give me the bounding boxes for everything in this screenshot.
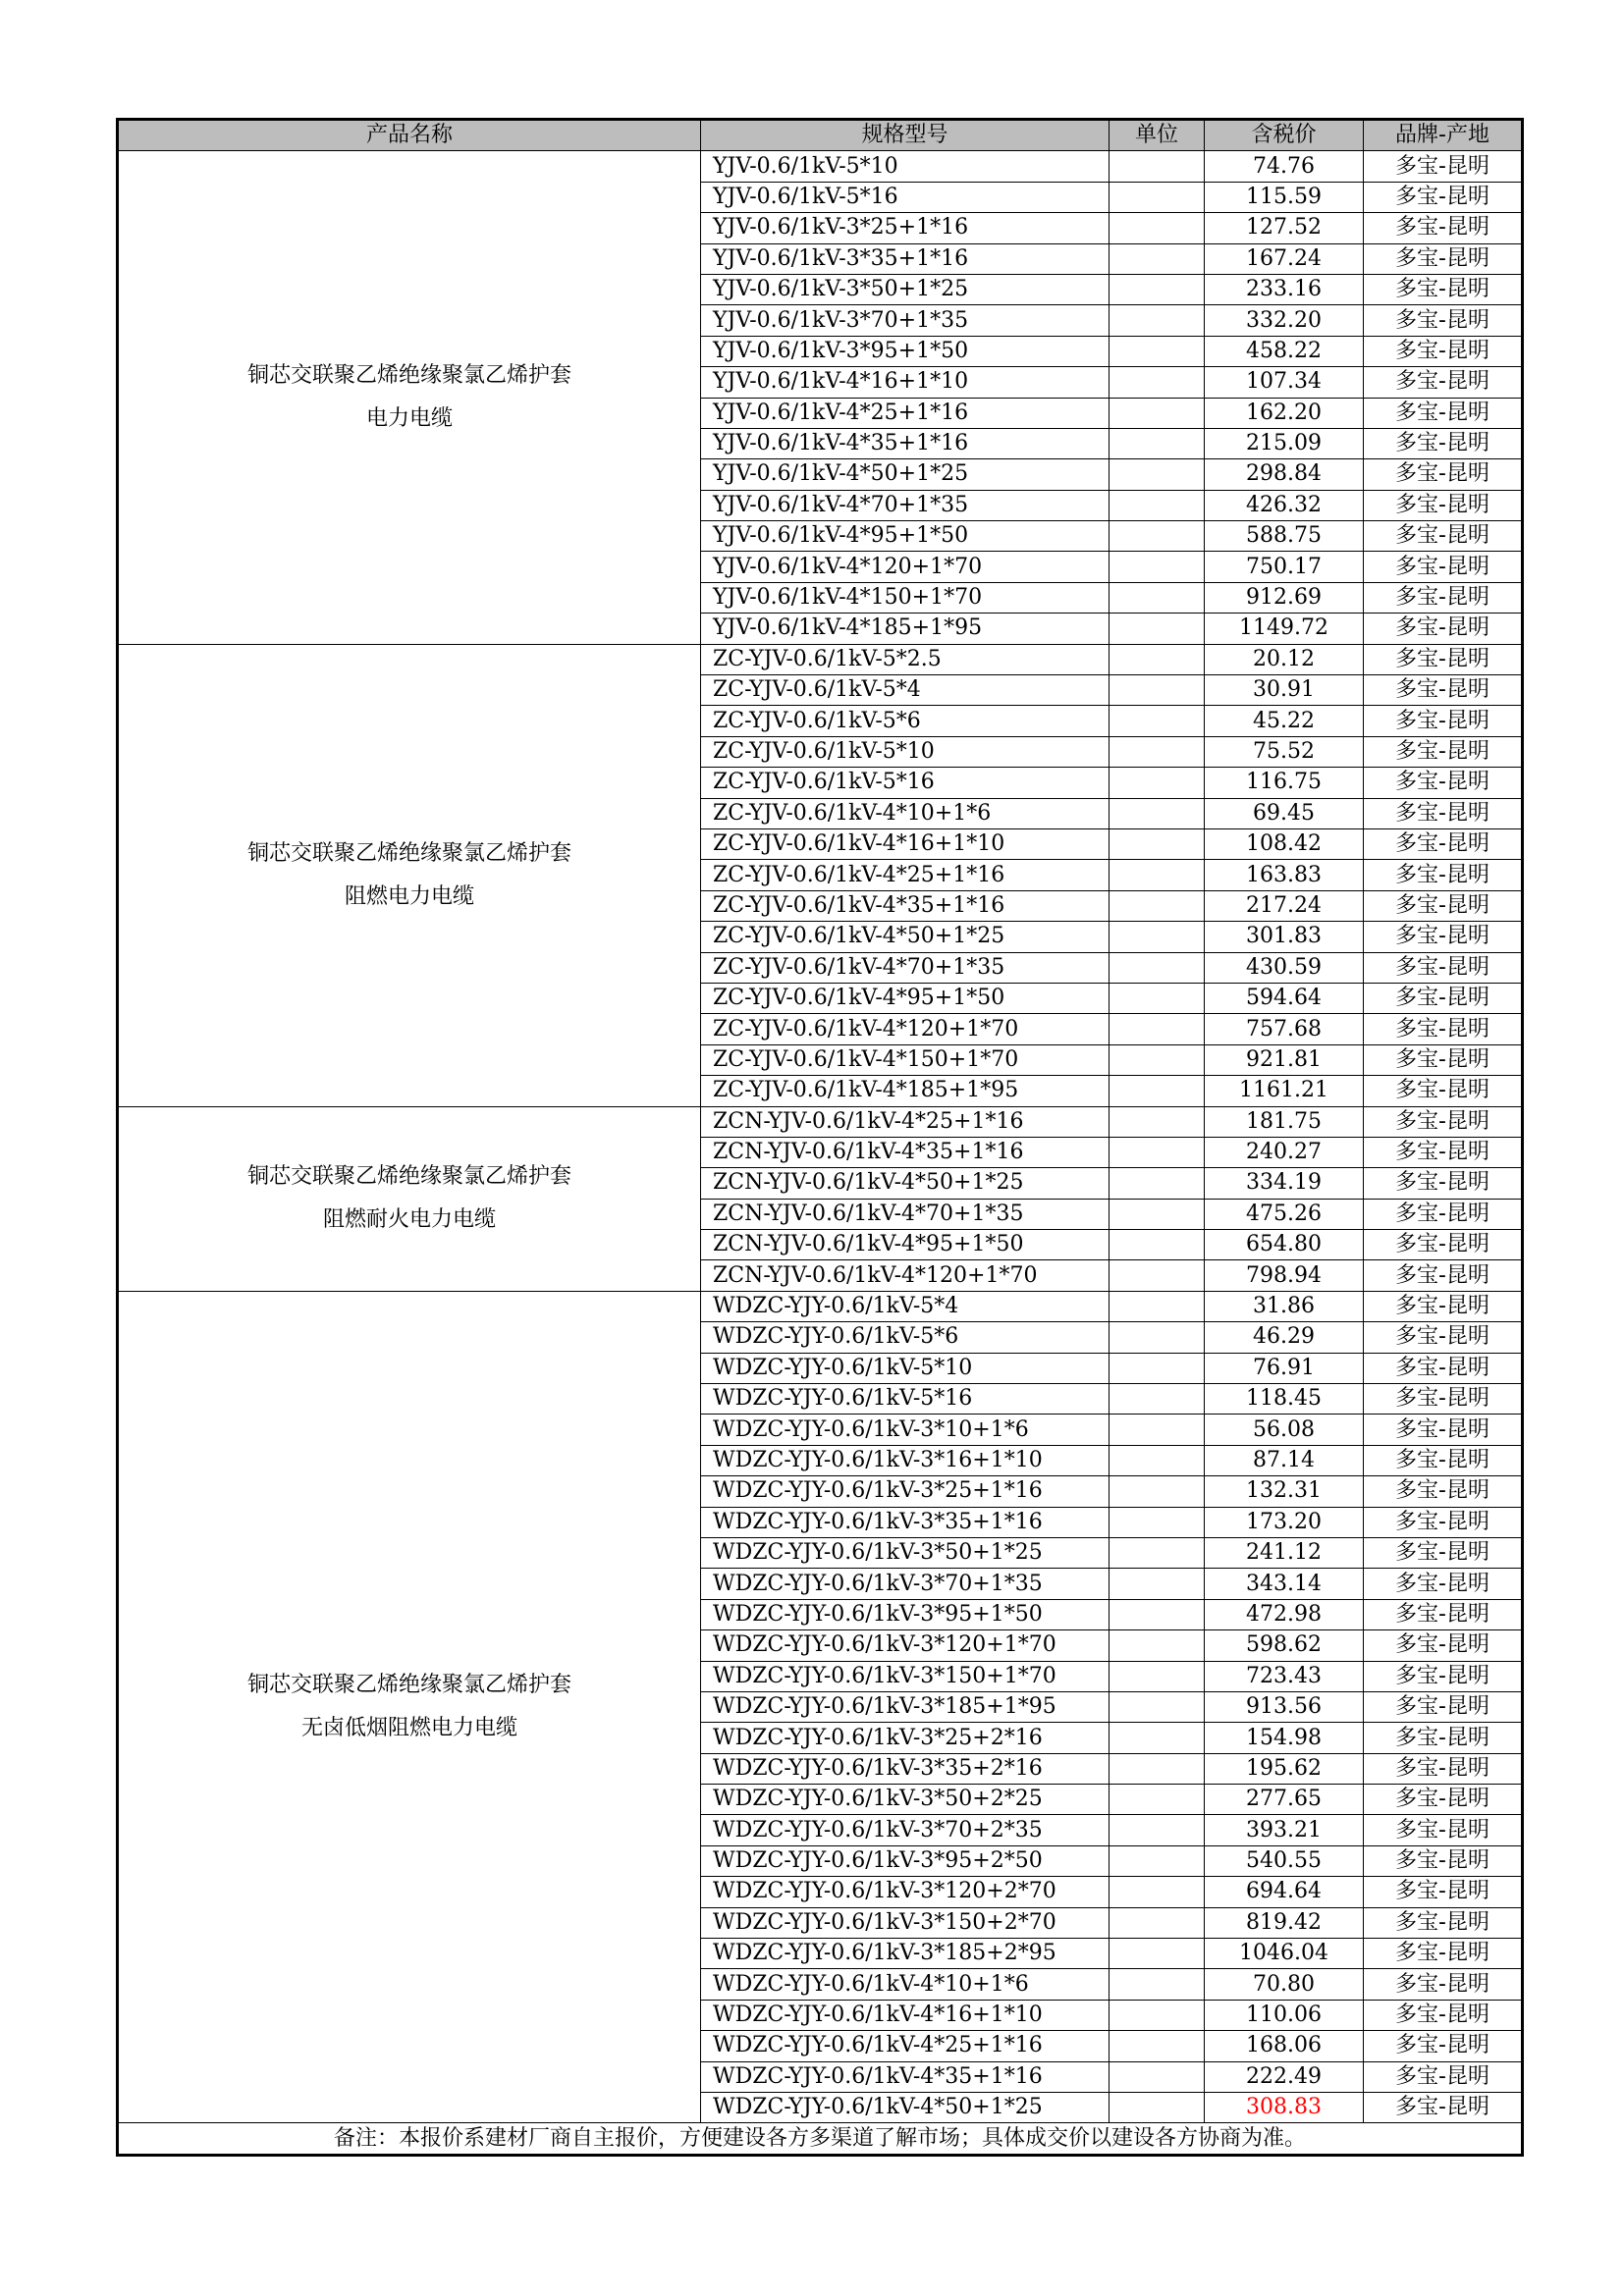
spec-cell: WDZC-YJY-0.6/1kV-4*25+1*16	[701, 2031, 1110, 2061]
table-body	[118, 151, 1523, 2123]
spec-cell: YJV-0.6/1kV-4*25+1*16	[701, 398, 1110, 428]
unit-cell	[1110, 644, 1205, 674]
price-cell: 110.06	[1205, 2000, 1364, 2030]
unit-cell	[1110, 675, 1205, 706]
brand-cell: 多宝-昆明	[1364, 1260, 1523, 1291]
brand-cell: 多宝-昆明	[1364, 1044, 1523, 1075]
unit-cell	[1110, 1569, 1205, 1599]
price-cell: 913.56	[1205, 1691, 1364, 1722]
price-cell: 921.81	[1205, 1044, 1364, 1075]
brand-cell: 多宝-昆明	[1364, 1014, 1523, 1044]
price-cell: 31.86	[1205, 1291, 1364, 1321]
brand-cell: 多宝-昆明	[1364, 952, 1523, 983]
spec-cell: ZC-YJV-0.6/1kV-5*6	[701, 706, 1110, 736]
spec-cell: WDZC-YJY-0.6/1kV-4*35+1*16	[701, 2061, 1110, 2092]
price-cell: 277.65	[1205, 1785, 1364, 1815]
table-row	[118, 151, 1523, 182]
header-brand-origin: 品牌-产地	[1364, 120, 1523, 151]
price-cell: 1149.72	[1205, 614, 1364, 644]
unit-cell	[1110, 1939, 1205, 1969]
spec-cell: ZC-YJV-0.6/1kV-4*16+1*10	[701, 828, 1110, 859]
spec-cell: WDZC-YJY-0.6/1kV-3*150+1*70	[701, 1661, 1110, 1691]
price-cell: 301.83	[1205, 922, 1364, 952]
spec-cell: ZCN-YJV-0.6/1kV-4*120+1*70	[701, 1260, 1110, 1291]
unit-cell	[1110, 1168, 1205, 1199]
unit-cell	[1110, 768, 1205, 798]
spec-cell: ZC-YJV-0.6/1kV-4*25+1*16	[701, 860, 1110, 890]
spec-cell: ZC-YJV-0.6/1kV-5*2.5	[701, 644, 1110, 674]
brand-cell: 多宝-昆明	[1364, 1969, 1523, 2000]
spec-cell: YJV-0.6/1kV-4*50+1*25	[701, 459, 1110, 490]
spec-cell: YJV-0.6/1kV-4*120+1*70	[701, 552, 1110, 582]
spec-cell: ZC-YJV-0.6/1kV-4*150+1*70	[701, 1044, 1110, 1075]
spec-cell: WDZC-YJY-0.6/1kV-3*50+2*25	[701, 1785, 1110, 1815]
spec-cell: WDZC-YJY-0.6/1kV-3*150+2*70	[701, 1907, 1110, 1938]
price-cell: 819.42	[1205, 1907, 1364, 1938]
brand-cell: 多宝-昆明	[1364, 1137, 1523, 1167]
brand-cell: 多宝-昆明	[1364, 1630, 1523, 1661]
header-row	[118, 120, 1523, 151]
price-cell: 723.43	[1205, 1661, 1364, 1691]
price-cell: 20.12	[1205, 644, 1364, 674]
price-cell: 594.64	[1205, 983, 1364, 1013]
spec-cell: WDZC-YJY-0.6/1kV-3*35+1*16	[701, 1507, 1110, 1537]
brand-cell: 多宝-昆明	[1364, 1384, 1523, 1415]
brand-cell: 多宝-昆明	[1364, 2093, 1523, 2123]
brand-cell: 多宝-昆明	[1364, 305, 1523, 336]
spec-cell: WDZC-YJY-0.6/1kV-5*6	[701, 1322, 1110, 1353]
price-cell: 217.24	[1205, 890, 1364, 921]
product-name-line2: 阻燃电力电缆	[344, 883, 474, 909]
price-cell: 168.06	[1205, 2031, 1364, 2061]
brand-cell: 多宝-昆明	[1364, 1537, 1523, 1568]
unit-cell	[1110, 2093, 1205, 2123]
unit-cell	[1110, 582, 1205, 613]
unit-cell	[1110, 952, 1205, 983]
unit-cell	[1110, 1845, 1205, 1876]
brand-cell: 多宝-昆明	[1364, 768, 1523, 798]
brand-cell: 多宝-昆明	[1364, 1353, 1523, 1383]
product-name-cell	[118, 151, 701, 644]
unit-cell	[1110, 182, 1205, 212]
unit-cell	[1110, 1599, 1205, 1629]
brand-cell: 多宝-昆明	[1364, 213, 1523, 243]
price-cell: 167.24	[1205, 243, 1364, 274]
brand-cell: 多宝-昆明	[1364, 1691, 1523, 1722]
spec-cell: WDZC-YJY-0.6/1kV-3*35+2*16	[701, 1753, 1110, 1784]
brand-cell: 多宝-昆明	[1364, 2031, 1523, 2061]
price-cell: 222.49	[1205, 2061, 1364, 2092]
header-unit: 单位	[1110, 120, 1205, 151]
price-cell: 173.20	[1205, 1507, 1364, 1537]
product-name-cell	[118, 1291, 701, 2123]
unit-cell	[1110, 1969, 1205, 2000]
brand-cell: 多宝-昆明	[1364, 1845, 1523, 1876]
spec-cell: WDZC-YJY-0.6/1kV-3*16+1*10	[701, 1445, 1110, 1475]
price-cell: 56.08	[1205, 1415, 1364, 1445]
price-cell: 74.76	[1205, 151, 1364, 182]
spec-cell: ZC-YJV-0.6/1kV-5*16	[701, 768, 1110, 798]
brand-cell: 多宝-昆明	[1364, 1507, 1523, 1537]
spec-cell: WDZC-YJY-0.6/1kV-3*50+1*25	[701, 1537, 1110, 1568]
brand-cell: 多宝-昆明	[1364, 736, 1523, 767]
product-name-line1: 铜芯交联聚乙烯绝缘聚氯乙烯护套	[246, 840, 571, 866]
unit-cell	[1110, 1014, 1205, 1044]
spec-cell: WDZC-YJY-0.6/1kV-3*120+2*70	[701, 1877, 1110, 1907]
brand-cell: 多宝-昆明	[1364, 860, 1523, 890]
price-cell: 430.59	[1205, 952, 1364, 983]
price-cell: 116.75	[1205, 768, 1364, 798]
unit-cell	[1110, 1044, 1205, 1075]
price-cell: 393.21	[1205, 1815, 1364, 1845]
unit-cell	[1110, 706, 1205, 736]
price-cell: 46.29	[1205, 1322, 1364, 1353]
product-name-line1: 铜芯交联聚乙烯绝缘聚氯乙烯护套	[246, 363, 571, 389]
unit-cell	[1110, 922, 1205, 952]
brand-cell: 多宝-昆明	[1364, 1445, 1523, 1475]
brand-cell: 多宝-昆明	[1364, 521, 1523, 552]
brand-cell: 多宝-昆明	[1364, 151, 1523, 182]
price-cell: 69.45	[1205, 798, 1364, 828]
unit-cell	[1110, 305, 1205, 336]
price-cell: 750.17	[1205, 552, 1364, 582]
unit-cell	[1110, 2031, 1205, 2061]
product-name-line1: 铜芯交联聚乙烯绝缘聚氯乙烯护套	[246, 1164, 571, 1190]
brand-cell: 多宝-昆明	[1364, 1322, 1523, 1353]
unit-cell	[1110, 1384, 1205, 1415]
header-price: 含税价	[1205, 120, 1364, 151]
unit-cell	[1110, 1691, 1205, 1722]
price-cell: 215.09	[1205, 428, 1364, 458]
unit-cell	[1110, 1507, 1205, 1537]
brand-cell: 多宝-昆明	[1364, 1106, 1523, 1137]
spec-cell: YJV-0.6/1kV-3*35+1*16	[701, 243, 1110, 274]
unit-cell	[1110, 1230, 1205, 1260]
spec-cell: WDZC-YJY-0.6/1kV-3*120+1*70	[701, 1630, 1110, 1661]
unit-cell	[1110, 490, 1205, 520]
note-row	[118, 2123, 1523, 2155]
brand-cell: 多宝-昆明	[1364, 1723, 1523, 1753]
unit-cell	[1110, 552, 1205, 582]
price-cell: 343.14	[1205, 1569, 1364, 1599]
unit-cell	[1110, 2061, 1205, 2092]
spec-cell: ZC-YJV-0.6/1kV-4*95+1*50	[701, 983, 1110, 1013]
brand-cell: 多宝-昆明	[1364, 2000, 1523, 2030]
brand-cell: 多宝-昆明	[1364, 922, 1523, 952]
unit-cell	[1110, 1537, 1205, 1568]
spec-cell: YJV-0.6/1kV-4*185+1*95	[701, 614, 1110, 644]
product-name-line2: 无卤低烟阻燃电力电缆	[300, 1716, 517, 1741]
price-cell: 1046.04	[1205, 1939, 1364, 1969]
spec-cell: WDZC-YJY-0.6/1kV-3*70+1*35	[701, 1569, 1110, 1599]
unit-cell	[1110, 1076, 1205, 1106]
spec-cell: WDZC-YJY-0.6/1kV-5*10	[701, 1353, 1110, 1383]
brand-cell: 多宝-昆明	[1364, 1877, 1523, 1907]
brand-cell: 多宝-昆明	[1364, 336, 1523, 366]
spec-cell: WDZC-YJY-0.6/1kV-3*185+2*95	[701, 1939, 1110, 1969]
spec-cell: WDZC-YJY-0.6/1kV-4*10+1*6	[701, 1969, 1110, 2000]
spec-cell: WDZC-YJY-0.6/1kV-3*95+2*50	[701, 1845, 1110, 1876]
price-cell: 694.64	[1205, 1877, 1364, 1907]
brand-cell: 多宝-昆明	[1364, 243, 1523, 274]
price-cell: 132.31	[1205, 1476, 1364, 1507]
price-cell: 76.91	[1205, 1353, 1364, 1383]
unit-cell	[1110, 243, 1205, 274]
unit-cell	[1110, 1445, 1205, 1475]
price-cell: 118.45	[1205, 1384, 1364, 1415]
price-cell: 70.80	[1205, 1969, 1364, 2000]
unit-cell	[1110, 2000, 1205, 2030]
spec-cell: WDZC-YJY-0.6/1kV-3*95+1*50	[701, 1599, 1110, 1629]
unit-cell	[1110, 521, 1205, 552]
spec-cell: WDZC-YJY-0.6/1kV-3*25+1*16	[701, 1476, 1110, 1507]
unit-cell	[1110, 1476, 1205, 1507]
spec-cell: ZC-YJV-0.6/1kV-4*35+1*16	[701, 890, 1110, 921]
price-cell: 162.20	[1205, 398, 1364, 428]
unit-cell	[1110, 428, 1205, 458]
spec-cell: WDZC-YJY-0.6/1kV-3*25+2*16	[701, 1723, 1110, 1753]
spec-cell: YJV-0.6/1kV-4*16+1*10	[701, 367, 1110, 398]
brand-cell: 多宝-昆明	[1364, 459, 1523, 490]
unit-cell	[1110, 1199, 1205, 1229]
header-product-name: 产品名称	[118, 120, 701, 151]
brand-cell: 多宝-昆明	[1364, 1199, 1523, 1229]
price-cell: 108.42	[1205, 828, 1364, 859]
spec-cell: ZC-YJV-0.6/1kV-4*120+1*70	[701, 1014, 1110, 1044]
brand-cell: 多宝-昆明	[1364, 1415, 1523, 1445]
brand-cell: 多宝-昆明	[1364, 1230, 1523, 1260]
price-cell: 240.27	[1205, 1137, 1364, 1167]
spec-cell: YJV-0.6/1kV-5*10	[701, 151, 1110, 182]
unit-cell	[1110, 1106, 1205, 1137]
brand-cell: 多宝-昆明	[1364, 1939, 1523, 1969]
price-cell: 107.34	[1205, 367, 1364, 398]
price-cell: 475.26	[1205, 1199, 1364, 1229]
spec-cell: YJV-0.6/1kV-3*95+1*50	[701, 336, 1110, 366]
spec-cell: YJV-0.6/1kV-3*25+1*16	[701, 213, 1110, 243]
price-cell: 798.94	[1205, 1260, 1364, 1291]
spec-cell: WDZC-YJY-0.6/1kV-5*16	[701, 1384, 1110, 1415]
product-name-line2: 电力电缆	[365, 406, 453, 432]
spec-cell: ZC-YJV-0.6/1kV-5*4	[701, 675, 1110, 706]
unit-cell	[1110, 1260, 1205, 1291]
unit-cell	[1110, 336, 1205, 366]
spec-cell: YJV-0.6/1kV-3*70+1*35	[701, 305, 1110, 336]
brand-cell: 多宝-昆明	[1364, 582, 1523, 613]
brand-cell: 多宝-昆明	[1364, 1476, 1523, 1507]
spec-cell: ZC-YJV-0.6/1kV-4*10+1*6	[701, 798, 1110, 828]
table-row	[118, 1291, 1523, 1321]
price-cell: 241.12	[1205, 1537, 1364, 1568]
brand-cell: 多宝-昆明	[1364, 828, 1523, 859]
product-name-cell	[118, 1106, 701, 1291]
price-cell: 598.62	[1205, 1630, 1364, 1661]
unit-cell	[1110, 828, 1205, 859]
price-cell: 298.84	[1205, 459, 1364, 490]
price-cell: 87.14	[1205, 1445, 1364, 1475]
unit-cell	[1110, 459, 1205, 490]
brand-cell: 多宝-昆明	[1364, 1168, 1523, 1199]
unit-cell	[1110, 614, 1205, 644]
unit-cell	[1110, 1322, 1205, 1353]
brand-cell: 多宝-昆明	[1364, 1661, 1523, 1691]
price-cell: 472.98	[1205, 1599, 1364, 1629]
spec-cell: ZCN-YJV-0.6/1kV-4*95+1*50	[701, 1230, 1110, 1260]
spec-cell: YJV-0.6/1kV-4*150+1*70	[701, 582, 1110, 613]
brand-cell: 多宝-昆明	[1364, 1753, 1523, 1784]
brand-cell: 多宝-昆明	[1364, 1599, 1523, 1629]
brand-cell: 多宝-昆明	[1364, 1907, 1523, 1938]
unit-cell	[1110, 1415, 1205, 1445]
spec-cell: ZC-YJV-0.6/1kV-4*70+1*35	[701, 952, 1110, 983]
unit-cell	[1110, 1630, 1205, 1661]
unit-cell	[1110, 1291, 1205, 1321]
price-cell: 540.55	[1205, 1845, 1364, 1876]
table-row	[118, 644, 1523, 674]
spec-cell: WDZC-YJY-0.6/1kV-3*185+1*95	[701, 1691, 1110, 1722]
brand-cell: 多宝-昆明	[1364, 2061, 1523, 2092]
price-cell: 115.59	[1205, 182, 1364, 212]
price-cell: 154.98	[1205, 1723, 1364, 1753]
price-cell: 334.19	[1205, 1168, 1364, 1199]
product-name-line2: 阻燃耐火电力电缆	[322, 1207, 496, 1233]
header-spec-model: 规格型号	[701, 120, 1110, 151]
unit-cell	[1110, 1907, 1205, 1938]
unit-cell	[1110, 367, 1205, 398]
product-name-cell	[118, 644, 701, 1106]
brand-cell: 多宝-昆明	[1364, 706, 1523, 736]
price-cell: 332.20	[1205, 305, 1364, 336]
spec-cell: WDZC-YJY-0.6/1kV-4*50+1*25	[701, 2093, 1110, 2123]
price-cell: 233.16	[1205, 274, 1364, 304]
brand-cell: 多宝-昆明	[1364, 490, 1523, 520]
spec-cell: WDZC-YJY-0.6/1kV-3*70+2*35	[701, 1815, 1110, 1845]
spec-cell: ZC-YJV-0.6/1kV-4*185+1*95	[701, 1076, 1110, 1106]
spec-cell: ZC-YJV-0.6/1kV-5*10	[701, 736, 1110, 767]
price-cell: 912.69	[1205, 582, 1364, 613]
spec-cell: ZCN-YJV-0.6/1kV-4*50+1*25	[701, 1168, 1110, 1199]
brand-cell: 多宝-昆明	[1364, 1291, 1523, 1321]
brand-cell: 多宝-昆明	[1364, 398, 1523, 428]
unit-cell	[1110, 151, 1205, 182]
spec-cell: YJV-0.6/1kV-4*70+1*35	[701, 490, 1110, 520]
unit-cell	[1110, 890, 1205, 921]
brand-cell: 多宝-昆明	[1364, 1076, 1523, 1106]
spec-cell: ZCN-YJV-0.6/1kV-4*35+1*16	[701, 1137, 1110, 1167]
price-cell: 757.68	[1205, 1014, 1364, 1044]
brand-cell: 多宝-昆明	[1364, 644, 1523, 674]
unit-cell	[1110, 1137, 1205, 1167]
spec-cell: WDZC-YJY-0.6/1kV-3*10+1*6	[701, 1415, 1110, 1445]
price-cell: 654.80	[1205, 1230, 1364, 1260]
product-name-line1: 铜芯交联聚乙烯绝缘聚氯乙烯护套	[246, 1673, 571, 1698]
price-cell: 195.62	[1205, 1753, 1364, 1784]
brand-cell: 多宝-昆明	[1364, 274, 1523, 304]
unit-cell	[1110, 1815, 1205, 1845]
price-cell: 30.91	[1205, 675, 1364, 706]
price-table	[116, 118, 1524, 2157]
price-cell: 1161.21	[1205, 1076, 1364, 1106]
price-cell: 458.22	[1205, 336, 1364, 366]
brand-cell: 多宝-昆明	[1364, 552, 1523, 582]
brand-cell: 多宝-昆明	[1364, 428, 1523, 458]
spec-cell: YJV-0.6/1kV-4*95+1*50	[701, 521, 1110, 552]
price-cell: 45.22	[1205, 706, 1364, 736]
unit-cell	[1110, 1877, 1205, 1907]
spec-cell: ZC-YJV-0.6/1kV-4*50+1*25	[701, 922, 1110, 952]
spec-cell: WDZC-YJY-0.6/1kV-4*16+1*10	[701, 2000, 1110, 2030]
unit-cell	[1110, 1661, 1205, 1691]
unit-cell	[1110, 736, 1205, 767]
price-cell: 127.52	[1205, 213, 1364, 243]
spec-cell: ZCN-YJV-0.6/1kV-4*70+1*35	[701, 1199, 1110, 1229]
brand-cell: 多宝-昆明	[1364, 1815, 1523, 1845]
unit-cell	[1110, 1723, 1205, 1753]
brand-cell: 多宝-昆明	[1364, 367, 1523, 398]
spec-cell: YJV-0.6/1kV-4*35+1*16	[701, 428, 1110, 458]
brand-cell: 多宝-昆明	[1364, 1569, 1523, 1599]
note-text: 备注：本报价系建材厂商自主报价，方便建设各方多渠道了解市场；具体成交价以建设各方协商为准。	[118, 2123, 1523, 2155]
brand-cell: 多宝-昆明	[1364, 182, 1523, 212]
unit-cell	[1110, 274, 1205, 304]
brand-cell: 多宝-昆明	[1364, 1785, 1523, 1815]
spec-cell: WDZC-YJY-0.6/1kV-5*4	[701, 1291, 1110, 1321]
price-cell: 75.52	[1205, 736, 1364, 767]
brand-cell: 多宝-昆明	[1364, 890, 1523, 921]
unit-cell	[1110, 213, 1205, 243]
unit-cell	[1110, 1785, 1205, 1815]
brand-cell: 多宝-昆明	[1364, 614, 1523, 644]
unit-cell	[1110, 983, 1205, 1013]
spec-cell: YJV-0.6/1kV-3*50+1*25	[701, 274, 1110, 304]
brand-cell: 多宝-昆明	[1364, 798, 1523, 828]
unit-cell	[1110, 1753, 1205, 1784]
unit-cell	[1110, 398, 1205, 428]
table-row	[118, 1106, 1523, 1137]
spec-cell: ZCN-YJV-0.6/1kV-4*25+1*16	[701, 1106, 1110, 1137]
price-cell: 181.75	[1205, 1106, 1364, 1137]
brand-cell: 多宝-昆明	[1364, 675, 1523, 706]
price-cell: 588.75	[1205, 521, 1364, 552]
spec-cell: YJV-0.6/1kV-5*16	[701, 182, 1110, 212]
price-cell: 308.83	[1205, 2093, 1364, 2123]
price-sheet	[116, 118, 1521, 2157]
price-cell: 426.32	[1205, 490, 1364, 520]
unit-cell	[1110, 798, 1205, 828]
unit-cell	[1110, 860, 1205, 890]
unit-cell	[1110, 1353, 1205, 1383]
price-cell: 163.83	[1205, 860, 1364, 890]
brand-cell: 多宝-昆明	[1364, 983, 1523, 1013]
